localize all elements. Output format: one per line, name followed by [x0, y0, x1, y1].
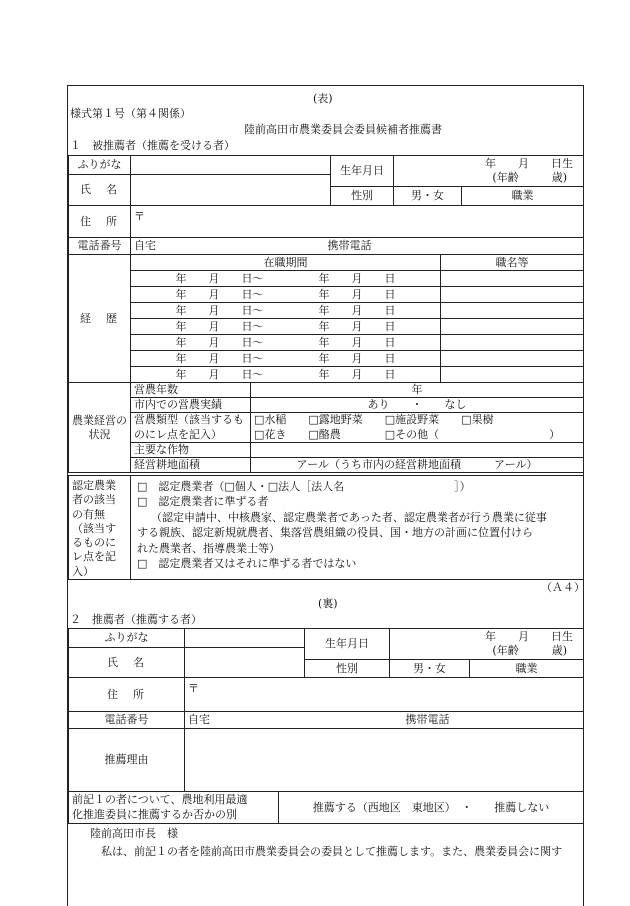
mobile-phone-label-2: 携帯電話 — [405, 713, 450, 727]
farmland-area-field[interactable]: アール（うち市内の経営耕地面積 アール） — [251, 458, 584, 473]
farming-type-label: 営農類型（該当するも — [131, 413, 251, 428]
furigana-label: ふりがな — [69, 156, 131, 175]
farming-label: 農業経営の状況 — [69, 383, 131, 473]
phone-label: 電話番号 — [69, 238, 131, 255]
tenure-row[interactable]: 年 月 日〜 年 月 日 — [131, 303, 441, 319]
name-field-2[interactable] — [185, 648, 305, 678]
certified-option-3[interactable]: □ 認定農業者又はそれに準ずる者ではない — [137, 556, 357, 570]
birth-date-line-2: 年 月 日生 — [485, 630, 573, 644]
gender-label-2: 性別 — [305, 660, 390, 678]
age-line: (年齢 歳) — [492, 171, 567, 184]
birth-date-field-2[interactable] — [390, 629, 584, 660]
birth-date-label: 生年月日 — [331, 156, 394, 187]
postal-mark: 〒 — [134, 210, 145, 223]
recommendation-answer[interactable]: 推薦する（西地区 東地区） ・ 推薦しない — [279, 792, 584, 824]
certified-option-1[interactable]: □ 認定農業者（□個人・□法人［法人名 ］） — [137, 480, 471, 493]
farming-type-label-2: のにレ点を記入） — [131, 428, 251, 443]
age-line-2: (年齢 歳) — [492, 644, 567, 657]
occupation-label: 職業 — [462, 187, 584, 206]
certified-option-2[interactable]: □ 認定農業者に準ずる者 — [137, 495, 269, 509]
address-field[interactable] — [131, 206, 584, 238]
career-label: 経 歴 — [69, 255, 131, 383]
certified-note-1: （認定申請中、中核農家、認定農業者であった者、認定農業者が行う農業に従事 — [151, 510, 547, 524]
farming-status-table — [68, 382, 584, 473]
position-cell[interactable] — [441, 287, 584, 303]
form-title: 陸前高田市農業委員会委員候補者推薦書 — [244, 123, 442, 136]
phone-field-2[interactable] — [185, 712, 584, 729]
name-label: 氏 名 — [69, 175, 131, 206]
furigana-label-2: ふりがな — [69, 629, 185, 648]
recommender-info-table — [68, 628, 584, 678]
home-phone-label-2: 自宅 — [188, 713, 210, 727]
tenure-header: 在職期間 — [131, 255, 441, 271]
form-number: 様式第１号（第４関係） — [70, 107, 191, 120]
birth-date-label-2: 生年月日 — [305, 629, 390, 660]
nominee-info-table — [68, 155, 584, 206]
phone-label-2: 電話番号 — [69, 712, 185, 729]
gender-options-2[interactable]: 男・女 — [390, 660, 470, 678]
certified-note-2: する親族、認定新規就農者、集落営農組織の役員、国・地方の計画に位置付けら — [137, 526, 533, 540]
postal-mark-2: 〒 — [188, 682, 199, 695]
declaration-text: 私は、前記１の者を陸前高田市農業委員会の委員として推薦します。また、農業委員会に関す — [101, 845, 563, 858]
address-label-2: 住 所 — [69, 678, 185, 712]
position-cell[interactable] — [441, 303, 584, 319]
gender-label: 性別 — [331, 187, 394, 206]
name-field[interactable] — [131, 175, 331, 206]
farming-record-label: 市内での営農実績 — [131, 398, 251, 413]
birth-date-field[interactable] — [394, 156, 584, 187]
paper-size: （Ａ４） — [541, 581, 585, 594]
birth-date-line: 年 月 日生 — [485, 157, 573, 171]
furigana-field[interactable] — [131, 156, 331, 175]
section1-heading: １ 被推薦者（推薦を受ける者） — [70, 139, 235, 152]
addressee: 陸前高田市長 様 — [90, 827, 178, 840]
reason-field[interactable] — [185, 729, 584, 792]
recommendation-question: 前記１の者について、農地利用最適 化推進委員に推薦するか否かの別 — [69, 792, 279, 824]
name-label-2: 氏 名 — [69, 648, 185, 678]
career-table — [68, 254, 584, 383]
farming-record-options[interactable]: あり ・ なし — [251, 398, 584, 413]
recommendation-choice-table — [68, 791, 584, 824]
position-cell[interactable] — [441, 367, 584, 383]
back-label: (裏) — [318, 597, 338, 610]
position-cell[interactable] — [441, 335, 584, 351]
tenure-row[interactable]: 年 月 日〜 年 月 日 — [131, 367, 441, 383]
main-crops-field[interactable] — [251, 443, 584, 458]
tenure-row[interactable]: 年 月 日〜 年 月 日 — [131, 271, 441, 287]
furigana-field-2[interactable] — [185, 629, 305, 648]
tenure-row[interactable]: 年 月 日〜 年 月 日 — [131, 351, 441, 367]
phone-field[interactable] — [131, 238, 584, 255]
section2-heading: ２ 推薦者（推薦する者） — [70, 613, 202, 626]
main-crops-label: 主要な作物 — [131, 443, 251, 458]
certified-note-3: れた農業者、指導農業士等） — [137, 541, 280, 555]
recommender-detail-table — [68, 677, 584, 792]
certified-label: 認定農業 者の該当 の有無 （該当す るものに レ点を記 入） — [69, 476, 131, 580]
occupation-label-2: 職業 — [470, 660, 584, 678]
address-label: 住 所 — [69, 206, 131, 238]
farming-years-field[interactable]: 年 — [251, 383, 584, 398]
nominee-address-table — [68, 205, 584, 255]
position-header: 職名等 — [441, 255, 584, 271]
certified-options — [131, 476, 584, 580]
reason-label: 推薦理由 — [69, 729, 185, 792]
home-phone-label: 自宅 — [134, 239, 156, 253]
position-cell[interactable] — [441, 351, 584, 367]
gender-options[interactable]: 男・女 — [394, 187, 462, 206]
mobile-phone-label: 携帯電話 — [327, 239, 372, 253]
address-field-2[interactable] — [185, 678, 584, 712]
position-cell[interactable] — [441, 271, 584, 287]
tenure-row[interactable]: 年 月 日〜 年 月 日 — [131, 335, 441, 351]
farming-years-label: 営農年数 — [131, 383, 251, 398]
tenure-row[interactable]: 年 月 日〜 年 月 日 — [131, 319, 441, 335]
tenure-row[interactable]: 年 月 日〜 年 月 日 — [131, 287, 441, 303]
position-cell[interactable] — [441, 319, 584, 335]
certified-farmer-table — [68, 475, 584, 580]
farmland-area-label: 経営耕地面積 — [131, 458, 251, 473]
front-label: (表) — [313, 92, 333, 105]
farming-type-options-1[interactable]: □水稲 □露地野菜 □施設野菜 □果樹 — [251, 413, 584, 428]
farming-type-options-2[interactable]: □花き □酪農 □その他（ ） — [251, 428, 584, 443]
